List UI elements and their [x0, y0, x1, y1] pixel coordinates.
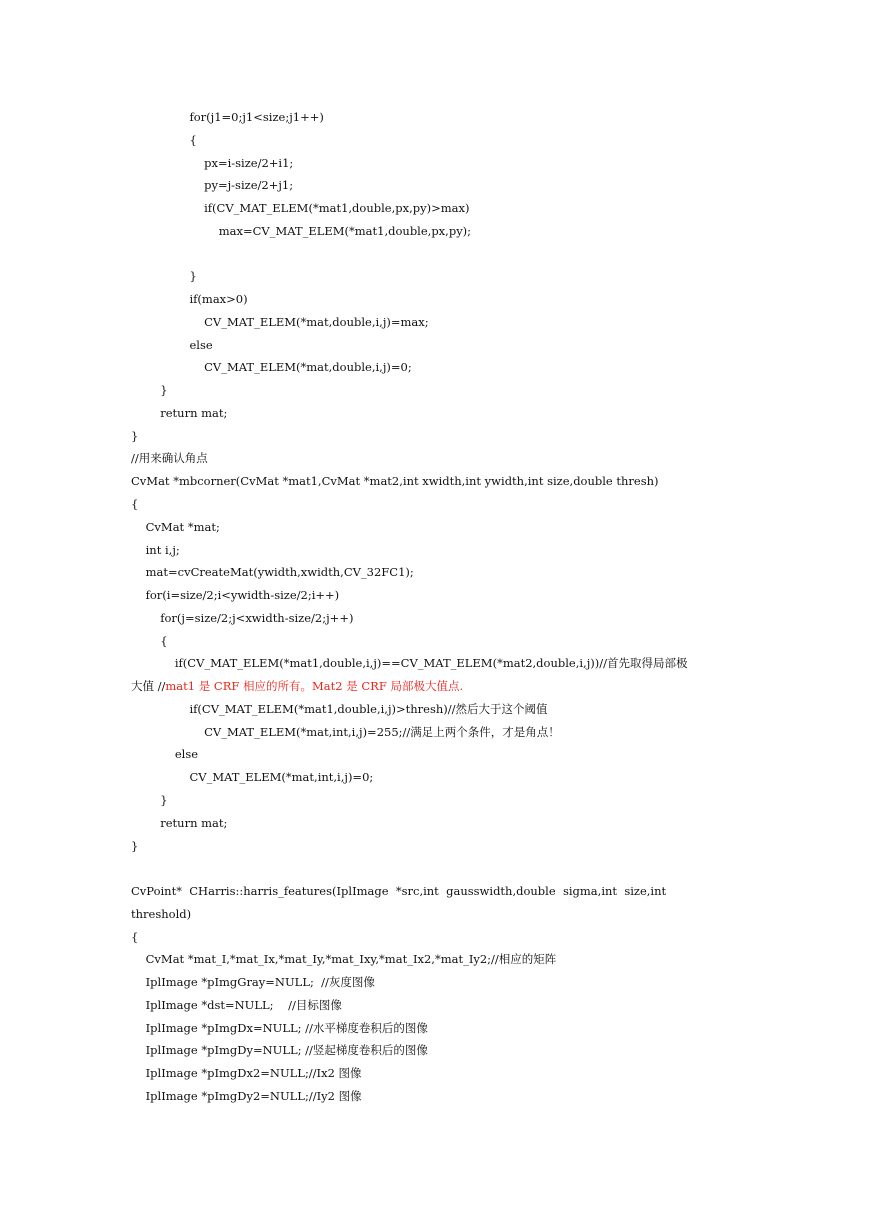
code-line: IplImage *pImgGray=NULL; //灰度图像 [131, 975, 375, 990]
code-line: max=CV_MAT_ELEM(*mat1,double,px,py); [131, 223, 472, 238]
code-line: threshold) [131, 906, 192, 921]
code-line: IplImage *dst=NULL; //目标图像 [131, 997, 342, 1012]
code-line: else [131, 747, 199, 762]
function-signature: CvMat *mbcorner(CvMat *mat1,CvMat *mat2,int xwidth,int ywidth,int size,double thresh) [131, 474, 659, 489]
code-line: if(CV_MAT_ELEM(*mat1,double,i,j)>thresh)//然后大于这个阈值 [131, 701, 548, 716]
code-line: { [131, 633, 168, 648]
comment-line: //用来确认角点 [131, 451, 208, 466]
code-line: CV_MAT_ELEM(*mat,double,i,j)=0; [131, 360, 412, 375]
code-line: for(j=size/2;j<xwidth-size/2;j++) [131, 610, 354, 625]
code-line: if(max>0) [131, 292, 248, 307]
code-line: else [131, 337, 213, 352]
code-line: } [131, 383, 168, 398]
code-line: CV_MAT_ELEM(*mat,double,i,j)=max; [131, 314, 429, 329]
code-line: CV_MAT_ELEM(*mat,int,i,j)=0; [131, 770, 374, 785]
code-line: IplImage *pImgDx=NULL; //水平梯度卷积后的图像 [131, 1020, 428, 1035]
code-line: IplImage *pImgDy2=NULL;//Iy2 图像 [131, 1088, 362, 1103]
code-line: } [131, 428, 139, 443]
wrapped-comment-line [131, 675, 751, 698]
code-line: } [131, 838, 139, 853]
code-line: for(i=size/2;i<ywidth-size/2;i++) [131, 588, 340, 603]
code-line: } [131, 792, 168, 807]
code-line: IplImage *pImgDx2=NULL;//Ix2 图像 [131, 1066, 362, 1081]
code-line: return mat; [131, 815, 228, 830]
code-line: if(CV_MAT_ELEM(*mat1,double,i,j)==CV_MAT_ELEM(*mat2,double,i,j))//首先取得局部极 [131, 656, 688, 671]
code-line: mat=cvCreateMat(ywidth,xwidth,CV_32FC1); [131, 565, 414, 580]
code-block [131, 106, 751, 1108]
code-line: { [131, 132, 197, 147]
function-signature: CvPoint* CHarris::harris_features(IplImage *src,int gausswidth,double sigma,int size,int [131, 884, 667, 899]
code-line: { [131, 929, 139, 944]
code-line: py=j-size/2+j1; [131, 178, 294, 193]
code-line: CV_MAT_ELEM(*mat,int,i,j)=255;//满足上两个条件，才是角点！ [131, 724, 560, 739]
code-line: CvMat *mat; [131, 519, 220, 534]
code-line: px=i-size/2+i1; [131, 155, 294, 170]
code-line [131, 243, 751, 266]
code-line: for(j1=0;j1<size;j1++) [131, 110, 324, 124]
code-line: IplImage *pImgDy=NULL; //竖起梯度卷积后的图像 [131, 1043, 428, 1058]
code-line: { [131, 497, 139, 512]
code-line: if(CV_MAT_ELEM(*mat1,double,px,py)>max) [131, 201, 470, 216]
red-comment: mat1 是 CRF 相应的所有。Mat2 是 CRF 局部极大值点. [165, 679, 464, 694]
code-line: return mat; [131, 405, 228, 420]
code-line [131, 857, 751, 880]
code-line: int i,j; [131, 542, 180, 557]
code-line: CvMat *mat_I,*mat_Ix,*mat_Iy,*mat_Ixy,*mat_Ix2,*mat_Iy2;//相应的矩阵 [131, 952, 557, 967]
comment-prefix: 大值 // [131, 679, 166, 694]
code-line: } [131, 269, 197, 284]
